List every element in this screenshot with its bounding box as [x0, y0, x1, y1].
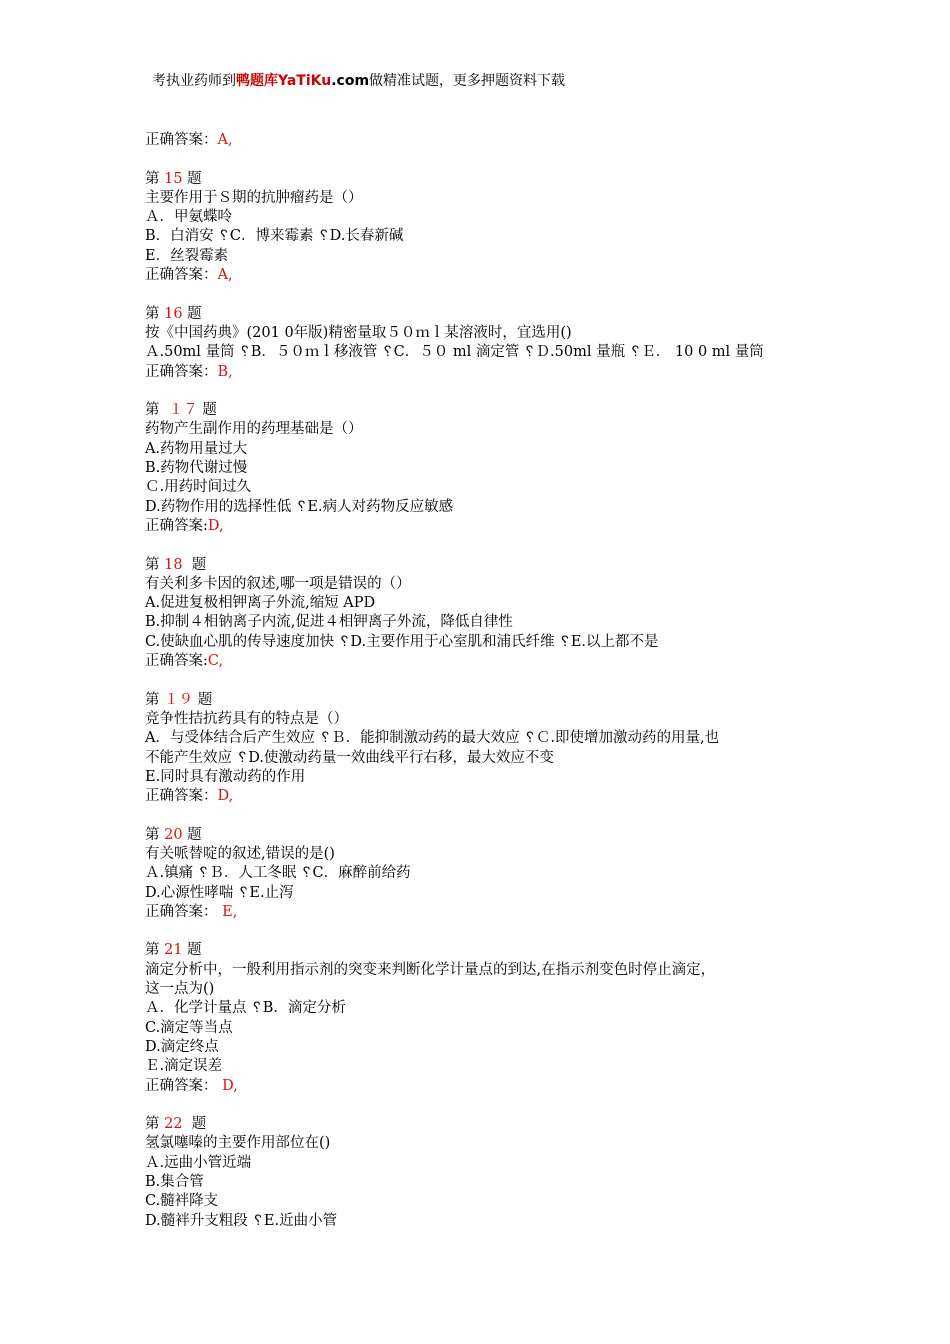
question-number: 第 21 题 — [145, 942, 202, 959]
question-stem: 氢氯噻嗪的主要作用部位在() — [145, 1135, 331, 1152]
option-line: B.集合管 — [145, 1174, 204, 1191]
option-line: E．丝裂霉素 — [145, 247, 229, 264]
question-number: 第 １９ 题 — [145, 691, 213, 708]
option-line: Ａ．化学计量点 ␦B．滴定分析 — [145, 1000, 346, 1017]
answer-label: 正确答案： — [145, 267, 218, 284]
answer-value: D, — [207, 517, 224, 534]
question-number: 第 15 题 — [145, 170, 202, 187]
option-line: B.药物代谢过慢 — [145, 460, 248, 477]
question-stem: 竞争性拮抗药具有的特点是（） — [145, 710, 348, 727]
answer-19 — [145, 787, 825, 806]
option-line: B.抑制４相钠离子内流,促进４相钾离子外流，降低自律性 — [145, 614, 513, 631]
header-suffix: 做精准试题，更多押题资料下载 — [369, 73, 566, 89]
answer-value: B, — [217, 363, 233, 380]
answer-value: A, — [217, 267, 233, 284]
question-number-value: 18 — [164, 556, 183, 573]
brand-chinese[interactable]: 鸭题库 — [236, 73, 278, 89]
question-number-value: 22 — [164, 1116, 183, 1133]
answer-value: E, — [217, 903, 238, 920]
option-line: Ａ．甲氨蝶呤 — [145, 209, 232, 226]
answer-label: 正确答案： — [145, 903, 218, 920]
option-line: Ａ.镇痛 ␦Ｂ．人工冬眠 ␦C．麻醉前给药 — [145, 865, 411, 882]
option-line: B．白消安 ␦C．博来霉素 ␦D.长春新碱 — [145, 228, 404, 245]
question-number-value: １９ — [164, 691, 194, 708]
question-number: 第 22 题 — [145, 1116, 207, 1133]
option-line: Ａ.50ml 量筒 ␦B．５０ｍｌ移液管 ␦C．５０ ml 滴定管 ␦Ｄ.50ml 量瓶 ␦Ｅ． 10 0 ml 量筒 — [145, 344, 764, 361]
question-stem: 有关哌替啶的叙述,错误的是() — [145, 845, 335, 862]
question-number-value: 15 — [164, 170, 183, 187]
answer-label: 正确答案: — [145, 653, 208, 670]
answer-value: A, — [217, 132, 233, 148]
question-number: 第 16 题 — [145, 305, 202, 322]
option-line: 这一点为() — [145, 981, 215, 998]
header-prefix: 考执业药师到 — [152, 73, 236, 89]
question-number: 第 18 题 — [145, 556, 207, 573]
answer-label: 正确答案： — [145, 363, 218, 380]
answer-label: 正确答案： — [145, 132, 218, 148]
answer-21 — [145, 1077, 825, 1096]
question-list — [145, 131, 825, 1231]
question-number-value: 16 — [164, 305, 183, 322]
question-stem: 有关利多卡因的叙述,哪一项是错误的（） — [145, 575, 411, 592]
brand-english[interactable]: YaTiKu — [278, 73, 332, 89]
answer-20 — [145, 903, 825, 922]
answer-label: 正确答案： — [145, 1077, 218, 1094]
question-number: 第 １７ 题 — [145, 402, 217, 419]
question-number-value: 21 — [164, 942, 183, 959]
option-line: D.髓袢升支粗段 ␦E.近曲小管 — [145, 1212, 338, 1229]
option-line: D.药物作用的选择性低 ␦E.病人对药物反应敏感 — [145, 498, 454, 515]
answer-18 — [145, 652, 825, 671]
question-stem: 药物产生副作用的药理基础是（） — [145, 421, 363, 438]
answer-value: D, — [217, 1077, 238, 1094]
answer-value: D, — [217, 788, 234, 805]
option-line: E.同时具有激动药的作用 — [145, 768, 306, 785]
option-line: A．与受体结合后产生效应 ␦Ｂ．能抑制激动药的最大效应 ␦Ｃ.即使增加激动药的用量,也 — [145, 730, 720, 747]
answer-14 — [145, 131, 825, 150]
question-number-value: 20 — [164, 826, 183, 843]
question-number-value: １７ — [168, 402, 198, 419]
page-header — [152, 70, 565, 90]
option-line: C.使缺血心肌的传导速度加快 ␦D.主要作用于心室肌和浦氏纤维 ␦E.以上都不是 — [145, 633, 659, 650]
option-line: A.促进复极相钾离子外流,缩短 APD — [145, 595, 376, 612]
answer-16 — [145, 363, 825, 382]
option-line: C.髓袢降支 — [145, 1193, 219, 1210]
question-stem: 滴定分析中，一般利用指示剂的突变来判断化学计量点的到达,在指示剂变色时停止滴定， — [145, 961, 716, 978]
option-line: D.心源性哮喘 ␦E.止泻 — [145, 884, 294, 901]
option-line: C.滴定等当点 — [145, 1019, 233, 1036]
answer-label: 正确答案: — [145, 517, 208, 534]
answer-label: 正确答案： — [145, 788, 218, 805]
answer-15 — [145, 266, 825, 285]
option-line: Ｃ.用药时间过久 — [145, 479, 252, 496]
question-stem: 主要作用于Ｓ期的抗肿瘤药是（） — [145, 189, 363, 206]
option-line: Ｅ.滴定误差 — [145, 1058, 223, 1075]
question-number: 第 20 题 — [145, 826, 202, 843]
option-line: A.药物用量过大 — [145, 440, 248, 457]
option-line: 不能产生效应 ␦D.使激动药量一效曲线平行右移，最大效应不变 — [145, 749, 554, 766]
option-line: D.滴定终点 — [145, 1038, 219, 1055]
answer-17 — [145, 517, 825, 536]
question-stem: 按《中国药典》(201 0年版)精密量取５０ｍｌ某溶液时，宜选用() — [145, 324, 572, 341]
brand-tld[interactable]: .com — [331, 73, 370, 89]
option-line: Ａ.远曲小管近端 — [145, 1154, 252, 1171]
answer-value: C, — [207, 653, 224, 670]
